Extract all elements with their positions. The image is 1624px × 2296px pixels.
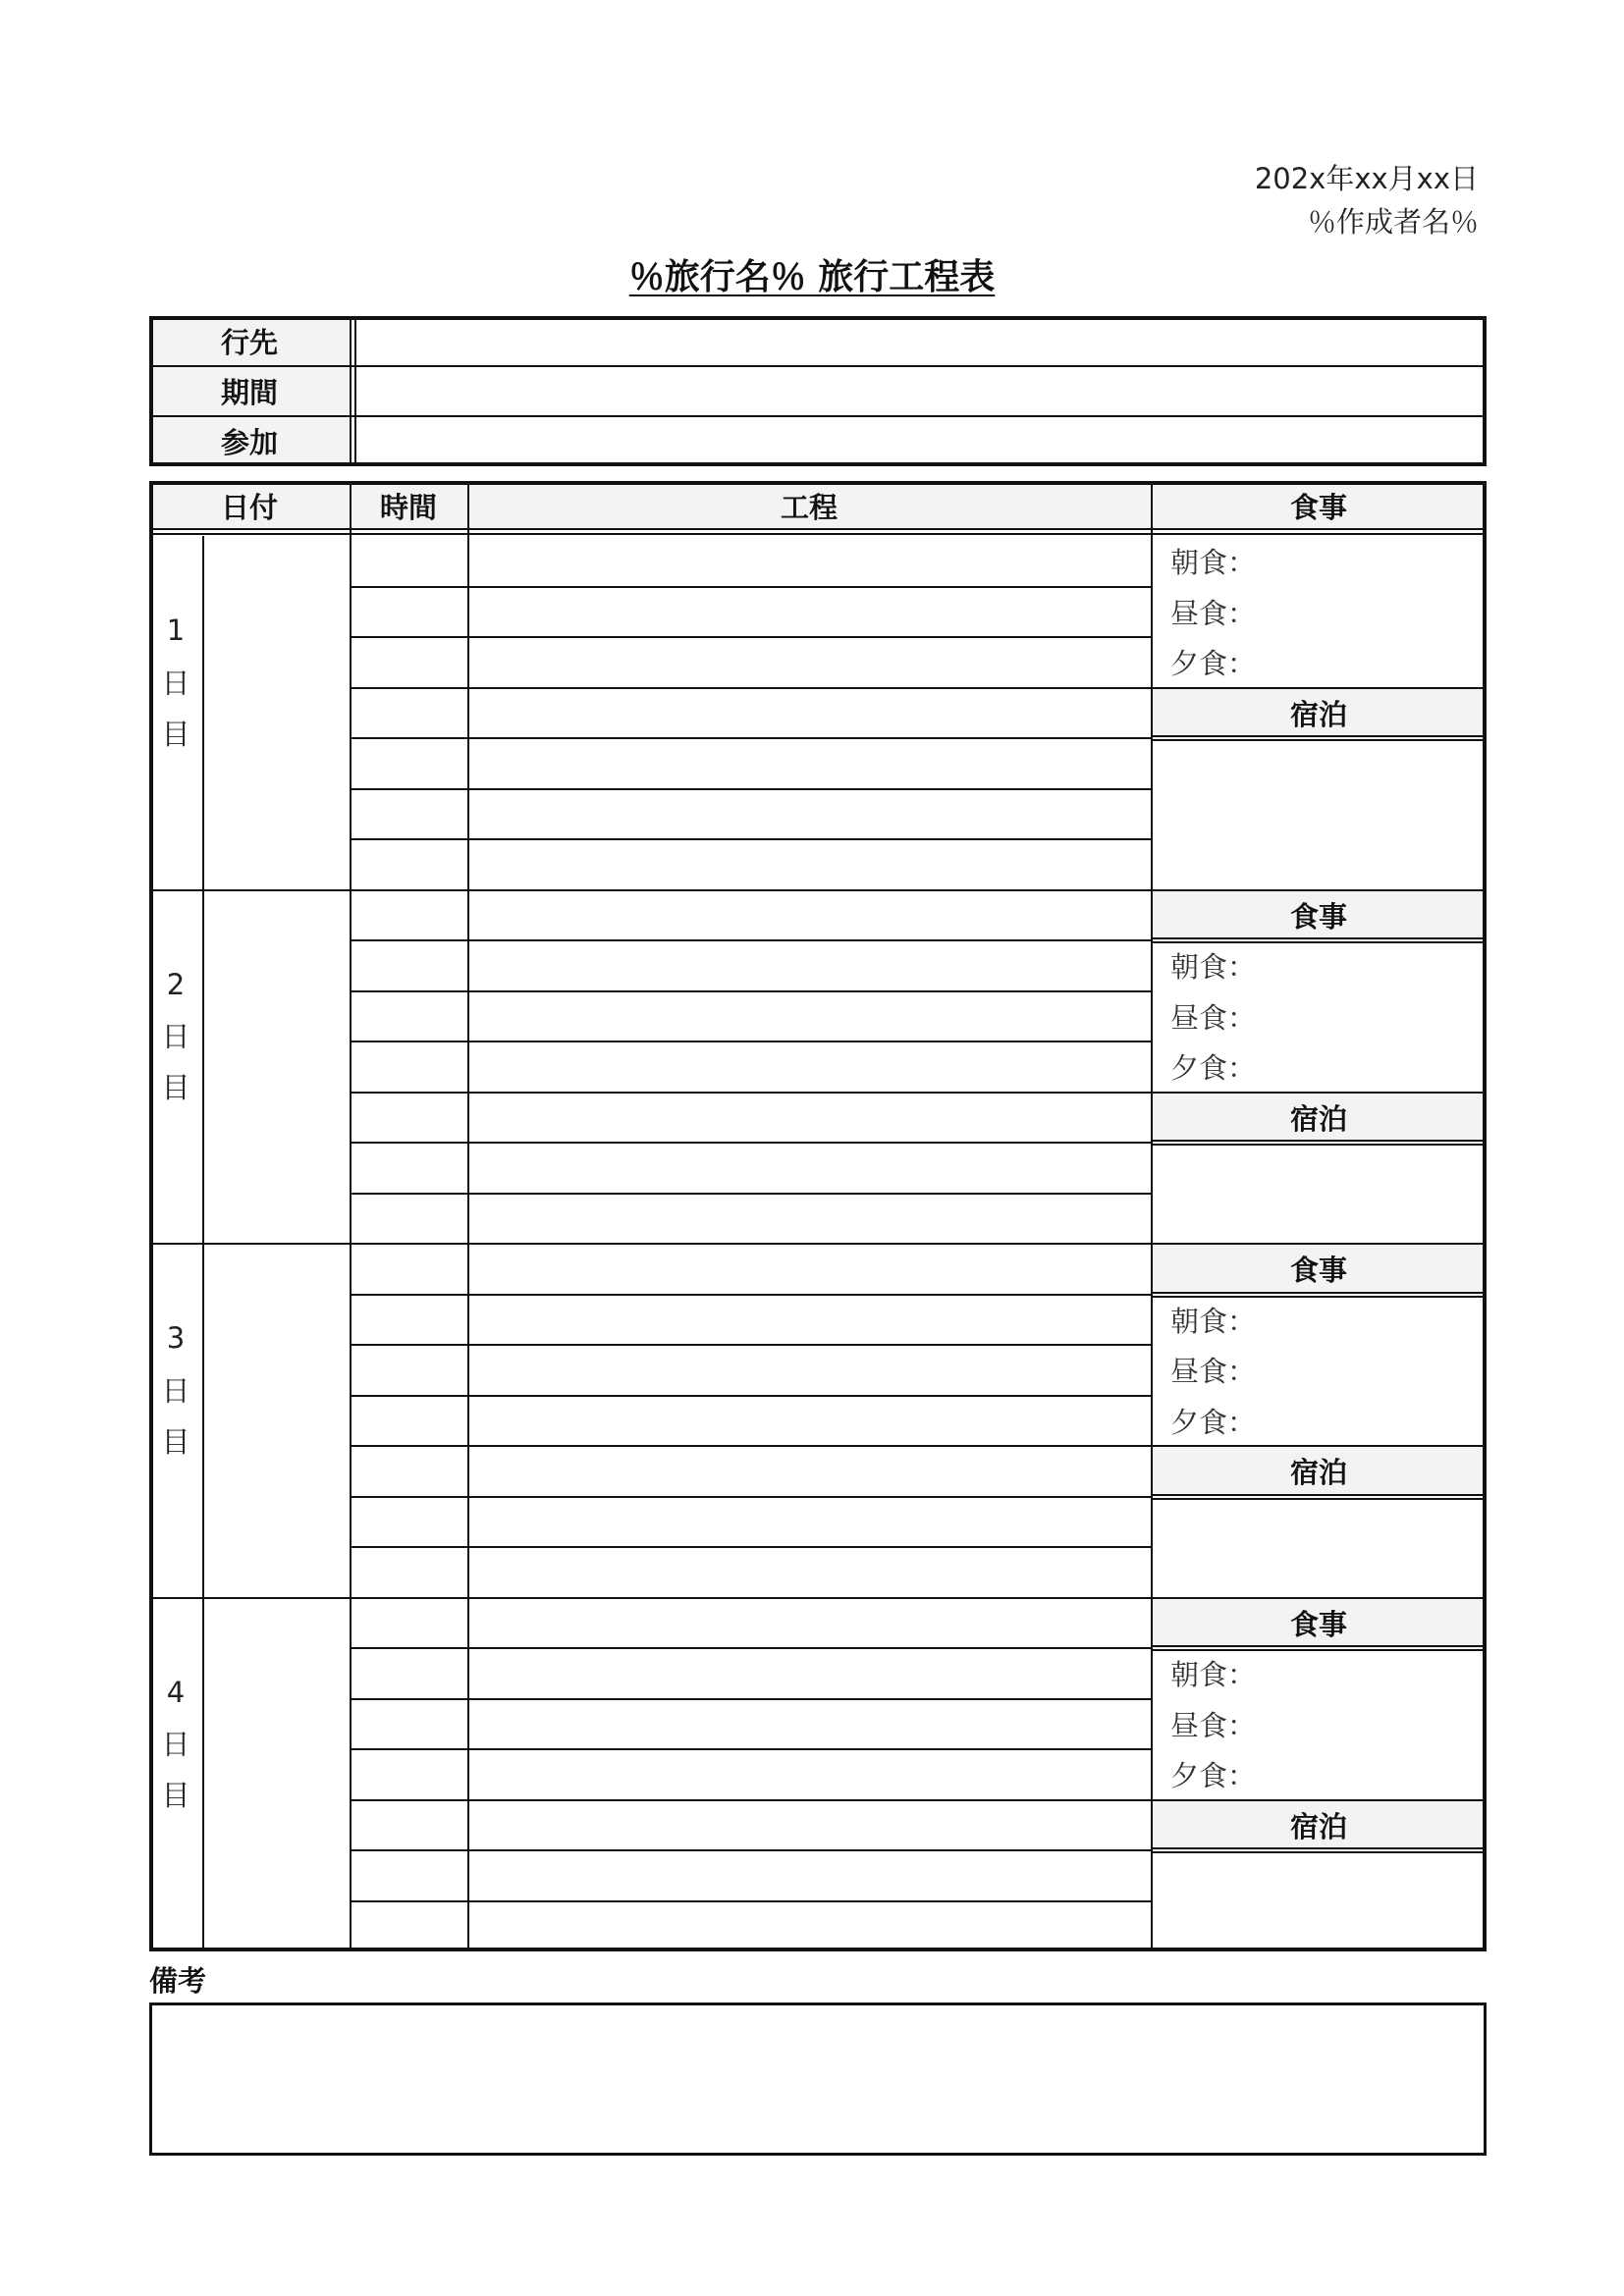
rule-line: [1151, 1494, 1487, 1496]
meal-item[interactable]: 夕食：: [1170, 1405, 1257, 1439]
time-cell[interactable]: [352, 1699, 465, 1750]
column-header-meal: 食事: [1289, 490, 1347, 524]
process-cell[interactable]: [469, 1396, 1149, 1447]
lodging-cell[interactable]: [1153, 1147, 1483, 1244]
rule-line: [350, 687, 1151, 689]
time-cell[interactable]: [352, 1244, 465, 1295]
rule-line: [350, 1849, 1151, 1851]
day-suffix-char: 目: [161, 1071, 190, 1105]
rule-line: [350, 1092, 1151, 1094]
process-cell[interactable]: [469, 688, 1149, 739]
info-value-field[interactable]: [357, 366, 1487, 416]
process-cell[interactable]: [469, 1446, 1149, 1497]
process-cell[interactable]: [469, 1295, 1149, 1346]
process-cell[interactable]: [469, 1648, 1149, 1699]
meal-item[interactable]: 昼食：: [1170, 1355, 1257, 1389]
column-header-date: 日付: [220, 490, 278, 524]
rule-line: [1151, 1144, 1487, 1146]
process-cell[interactable]: [469, 1345, 1149, 1396]
day-unit-char: 日: [161, 666, 190, 700]
rule-line: [1151, 687, 1487, 689]
process-cell[interactable]: [469, 839, 1149, 890]
rule-line: [1483, 481, 1487, 1951]
time-cell[interactable]: [352, 789, 465, 840]
lodging-header: 宿泊: [1289, 1809, 1347, 1843]
meal-item[interactable]: 朝食：: [1170, 546, 1257, 580]
time-cell[interactable]: [352, 1041, 465, 1093]
date-cell[interactable]: [206, 1598, 348, 1952]
time-cell[interactable]: [352, 688, 465, 739]
time-cell[interactable]: [352, 1295, 465, 1346]
rule-line: [350, 481, 352, 1951]
date-cell[interactable]: [206, 890, 348, 1245]
rule-line: [350, 1395, 1151, 1397]
rule-line: [202, 536, 204, 1951]
rule-line: [1151, 1092, 1487, 1094]
time-cell[interactable]: [352, 1446, 465, 1497]
time-cell[interactable]: [352, 1749, 465, 1800]
rule-line: [350, 1445, 1151, 1447]
info-label: 参加: [220, 426, 278, 459]
day-number: 4: [166, 1675, 186, 1709]
rule-line: [1151, 739, 1487, 741]
rule-line: [350, 1294, 1151, 1296]
notes-box[interactable]: [149, 2002, 1487, 2156]
meal-header: 食事: [1289, 1254, 1347, 1288]
time-cell[interactable]: [352, 738, 465, 789]
time-cell[interactable]: [352, 1800, 465, 1851]
meal-item[interactable]: 朝食：: [1170, 1658, 1257, 1692]
rule-line: [1151, 735, 1487, 737]
process-cell[interactable]: [469, 940, 1149, 991]
process-cell[interactable]: [469, 1800, 1149, 1851]
lodging-cell[interactable]: [1153, 742, 1483, 890]
column-header-process: 工程: [780, 490, 838, 524]
rule-line: [1151, 1851, 1487, 1853]
rule-line: [1483, 316, 1487, 466]
rule-line: [1151, 1645, 1487, 1647]
rule-line: [1151, 1498, 1487, 1500]
rule-line: [350, 838, 1151, 840]
time-cell[interactable]: [352, 991, 465, 1042]
day-unit-char: 日: [161, 1020, 190, 1054]
meal-item[interactable]: 夕食：: [1170, 1051, 1257, 1086]
time-cell[interactable]: [352, 1093, 465, 1144]
column-header-time: 時間: [379, 490, 437, 524]
time-cell[interactable]: [352, 1396, 465, 1447]
process-cell[interactable]: [469, 1699, 1149, 1750]
process-cell[interactable]: [469, 1093, 1149, 1144]
process-cell[interactable]: [469, 1598, 1149, 1649]
process-cell[interactable]: [469, 1901, 1149, 1952]
info-value-field[interactable]: [357, 316, 1487, 366]
document-date: 202x年xx月xx日: [1254, 162, 1479, 195]
date-cell[interactable]: [206, 1244, 348, 1598]
process-cell[interactable]: [469, 991, 1149, 1042]
time-cell[interactable]: [352, 536, 465, 587]
day-suffix-char: 目: [161, 1779, 190, 1813]
lodging-header: 宿泊: [1289, 1456, 1347, 1490]
process-cell[interactable]: [469, 1244, 1149, 1295]
lodging-header: 宿泊: [1289, 697, 1347, 731]
meal-item[interactable]: 昼食：: [1170, 1708, 1257, 1742]
rule-line: [1151, 937, 1487, 939]
time-cell[interactable]: [352, 839, 465, 890]
rule-line: [350, 1748, 1151, 1750]
process-cell[interactable]: [469, 1497, 1149, 1548]
info-value-field[interactable]: [357, 416, 1487, 466]
time-cell[interactable]: [352, 1547, 465, 1598]
document-title: ％旅行名％ 旅行工程表: [628, 257, 996, 297]
time-cell[interactable]: [352, 1901, 465, 1952]
process-cell[interactable]: [469, 1850, 1149, 1901]
meal-item[interactable]: 朝食：: [1170, 1304, 1257, 1338]
document-author: ％作成者名％: [1307, 205, 1479, 239]
rule-line: [467, 481, 469, 1951]
day-number: 3: [166, 1321, 186, 1356]
time-cell[interactable]: [352, 1598, 465, 1649]
rule-line: [350, 1193, 1151, 1195]
rule-line: [350, 737, 1151, 739]
process-cell[interactable]: [469, 1143, 1149, 1194]
process-cell[interactable]: [469, 536, 1149, 587]
meal-item[interactable]: 朝食：: [1170, 950, 1257, 985]
process-cell[interactable]: [469, 738, 1149, 789]
day-number: 2: [166, 967, 186, 1001]
lodging-cell[interactable]: [1153, 1501, 1483, 1598]
rule-line: [350, 1900, 1151, 1902]
date-cell[interactable]: [206, 536, 348, 890]
time-cell[interactable]: [352, 1850, 465, 1901]
day-unit-char: 日: [161, 1373, 190, 1408]
day-number: 1: [166, 614, 186, 648]
rule-line: [350, 1344, 1151, 1346]
meal-item[interactable]: 夕食：: [1170, 1759, 1257, 1793]
meal-header: 食事: [1289, 1607, 1347, 1641]
rule-line: [350, 1698, 1151, 1700]
process-cell[interactable]: [469, 637, 1149, 688]
day-unit-char: 日: [161, 1728, 190, 1762]
lodging-header: 宿泊: [1289, 1101, 1347, 1136]
rule-line: [350, 1496, 1151, 1498]
meal-header: 食事: [1289, 899, 1347, 934]
rule-line: [350, 1546, 1151, 1548]
info-label: 行先: [220, 326, 278, 359]
rule-line: [1151, 1445, 1487, 1447]
rule-line: [354, 316, 356, 466]
rule-line: [1151, 1799, 1487, 1801]
rule-line: [1151, 1140, 1487, 1142]
rule-line: [350, 1041, 1151, 1042]
time-cell[interactable]: [352, 940, 465, 991]
time-cell[interactable]: [352, 890, 465, 941]
notes-value: [152, 2005, 1484, 2021]
notes-label: 備考: [149, 1963, 207, 1998]
process-cell[interactable]: [469, 1194, 1149, 1245]
rule-line: [350, 1142, 1151, 1144]
process-cell[interactable]: [469, 1041, 1149, 1093]
process-cell[interactable]: [469, 1547, 1149, 1598]
time-cell[interactable]: [352, 1194, 465, 1245]
time-cell[interactable]: [352, 587, 465, 638]
rule-line: [350, 1647, 1151, 1649]
time-cell[interactable]: [352, 1497, 465, 1548]
meal-item[interactable]: 昼食：: [1170, 596, 1257, 630]
rule-line: [350, 939, 1151, 941]
process-cell[interactable]: [469, 890, 1149, 941]
process-cell[interactable]: [469, 587, 1149, 638]
rule-line: [1151, 1292, 1487, 1294]
process-cell[interactable]: [469, 1749, 1149, 1800]
rule-line: [350, 788, 1151, 790]
info-label: 期間: [220, 376, 278, 409]
day-suffix-char: 目: [161, 1424, 190, 1459]
day-suffix-char: 目: [161, 717, 190, 751]
time-cell[interactable]: [352, 1648, 465, 1699]
rule-line: [350, 316, 352, 466]
rule-line: [350, 636, 1151, 638]
meal-item[interactable]: 夕食：: [1170, 647, 1257, 681]
rule-line: [1151, 1847, 1487, 1849]
meal-item[interactable]: 昼食：: [1170, 1000, 1257, 1035]
rule-line: [350, 586, 1151, 588]
process-cell[interactable]: [469, 789, 1149, 840]
time-cell[interactable]: [352, 1143, 465, 1194]
time-cell[interactable]: [352, 1345, 465, 1396]
rule-line: [149, 316, 153, 466]
lodging-cell[interactable]: [1153, 1854, 1483, 1951]
time-cell[interactable]: [352, 637, 465, 688]
rule-line: [1151, 481, 1153, 1951]
rule-line: [149, 481, 153, 1951]
rule-line: [350, 1799, 1151, 1801]
rule-line: [350, 990, 1151, 992]
